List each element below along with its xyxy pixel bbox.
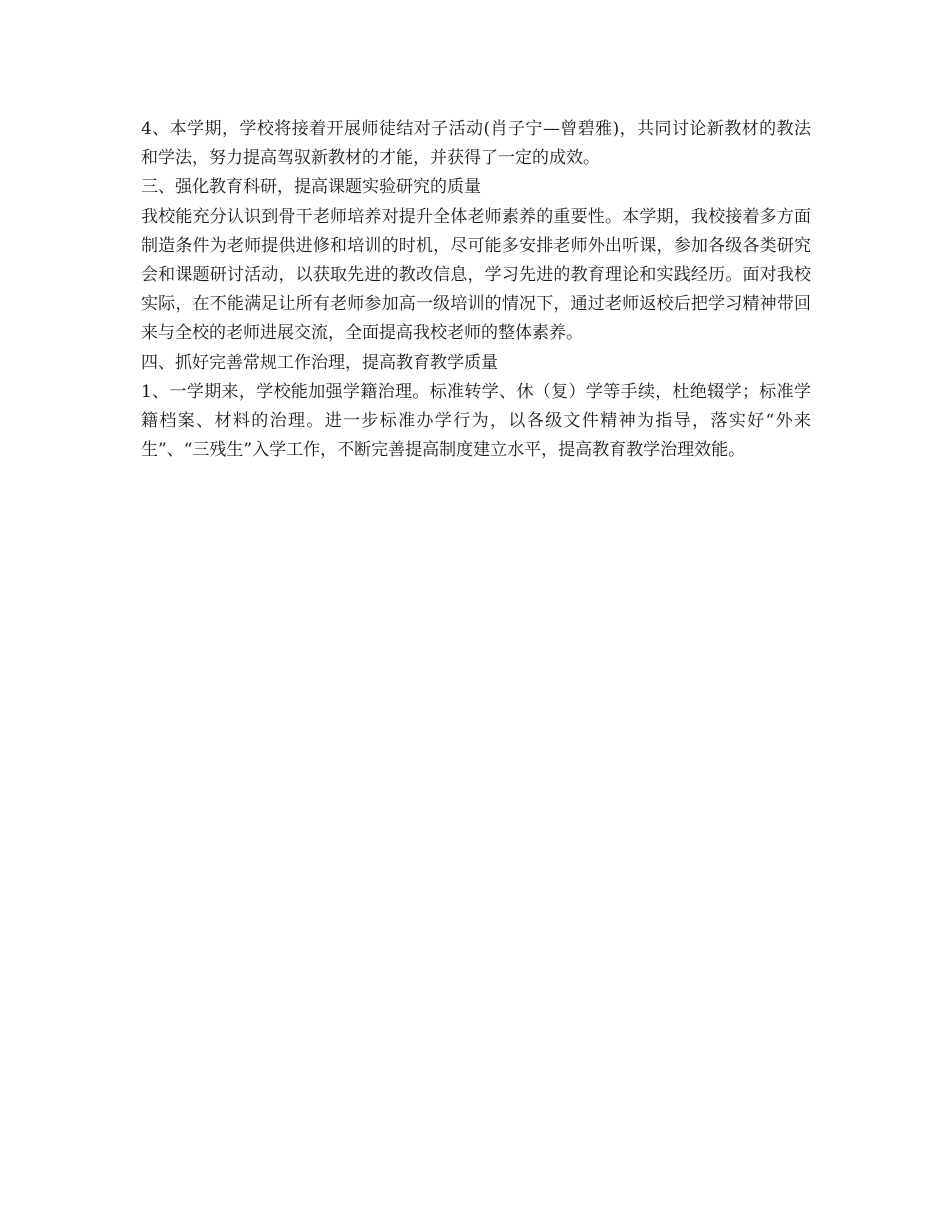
paragraph-item-1: 1、一学期来，学校能加强学籍治理。标准转学、休（复）学等手续，杜绝辍学；标准学籍档案、材料的治理。进一步标准办学行为，以各级文件精神为指导，落实好“外来生”、“三残生”入学工作，不断完善提高制度建立水平，提高教育教学治理效能。 [141,381,811,461]
document-body [141,115,811,465]
section-heading-4: 四、抓好完善常规工作治理，提高教育教学质量 [141,352,498,373]
section-heading-3: 三、强化教育科研，提高课题实验研究的质量 [141,177,481,198]
paragraph-teacher-training: 我校能充分认识到骨干老师培养对提升全体老师素养的重要性。本学期，我校接着多方面制造条件为老师提供进修和培训的时机，尽可能多安排老师外出听课，参加各级各类研究会和课题研讨活动，以获取先进的教改信息，学习先进的教育理论和实践经历。面对我校实际，在不能满足让所有老师参加高一级培训的情况下，通过老师返校后把学习精神带回来与全校的老师进展交流，全面提高我校老师的整体素养。 [141,206,811,344]
paragraph-item-4: 4、本学期，学校将接着开展师徒结对子活动(肖子宁—曾碧雅)，共同讨论新教材的教法和学法，努力提高驾驭新教材的才能，并获得了一定的成效。 [141,119,811,169]
